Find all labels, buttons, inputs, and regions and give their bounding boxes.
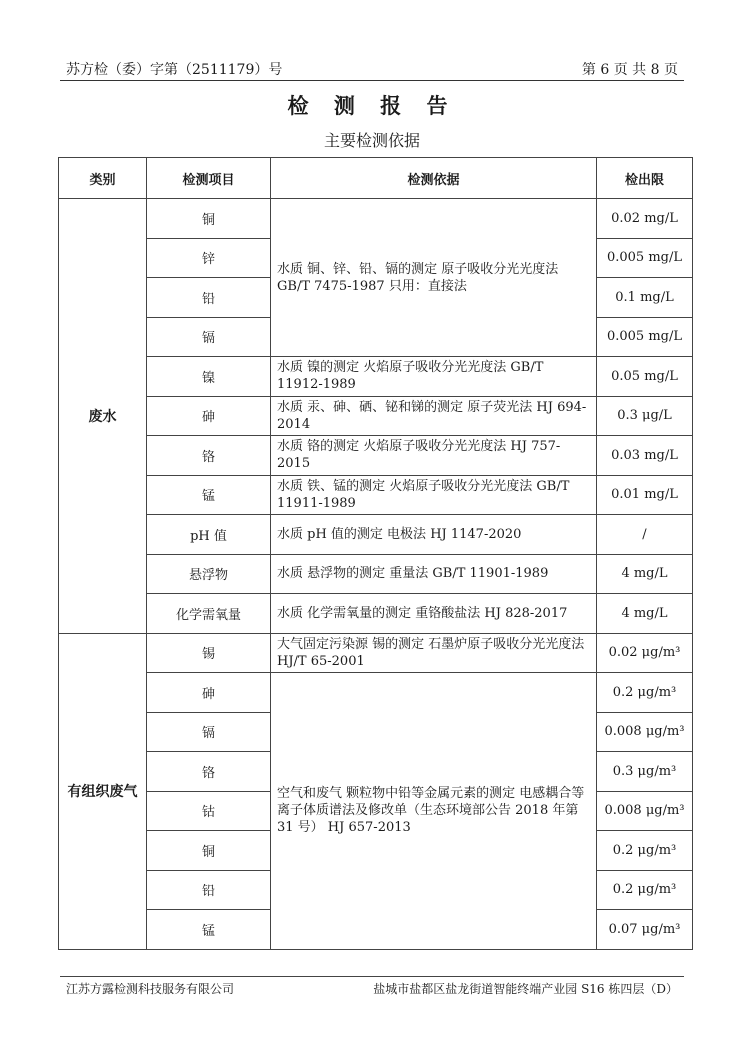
- limit-cell: 0.1 mg/L: [597, 278, 693, 318]
- item-cell: 悬浮物: [147, 554, 271, 594]
- item-cell: pH 值: [147, 515, 271, 555]
- basis-cell: 水质 镍的测定 火焰原子吸收分光光度法 GB/T 11912-1989: [271, 357, 597, 397]
- limit-cell: 0.02 mg/L: [597, 199, 693, 239]
- limit-cell: 0.008 μg/m³: [597, 712, 693, 752]
- item-cell: 铅: [147, 278, 271, 318]
- header-basis: 检测依据: [271, 158, 597, 199]
- limit-cell: 0.005 mg/L: [597, 238, 693, 278]
- table-row: [59, 436, 693, 476]
- table-row: [59, 475, 693, 515]
- item-cell: 锡: [147, 633, 271, 673]
- report-title: 检 测 报 告: [287, 93, 457, 118]
- limit-cell: 0.07 μg/m³: [597, 910, 693, 950]
- limit-cell: 0.03 mg/L: [597, 436, 693, 476]
- limit-cell: 0.008 μg/m³: [597, 791, 693, 831]
- item-cell: 锰: [147, 475, 271, 515]
- basis-cell: 水质 化学需氧量的测定 重铬酸盐法 HJ 828-2017: [271, 594, 597, 634]
- basis-cell: 大气固定污染源 锡的测定 石墨炉原子吸收分光光度法 HJ/T 65-2001: [271, 633, 597, 673]
- header-limit: 检出限: [597, 158, 693, 199]
- limit-cell: 0.2 μg/m³: [597, 870, 693, 910]
- footer-company: 江苏方露检测科技服务有限公司: [66, 982, 235, 996]
- category-organized-gas: 有组织废气: [59, 633, 147, 949]
- limit-cell: 0.2 μg/m³: [597, 673, 693, 713]
- item-cell: 锌: [147, 238, 271, 278]
- basis-cell: 水质 铁、锰的测定 火焰原子吸收分光光度法 GB/T 11911-1989: [271, 475, 597, 515]
- limit-cell: 0.3 μg/L: [597, 396, 693, 436]
- table-row: [59, 396, 693, 436]
- limit-cell: 0.3 μg/m³: [597, 752, 693, 792]
- header-category: 类别: [59, 158, 147, 199]
- table-row: [59, 199, 693, 239]
- page-info: 第 6 页 共 8 页: [581, 62, 678, 78]
- table-row: [59, 515, 693, 555]
- footer-address: 盐城市盐都区盐龙街道智能终端产业园 S16 栋四层（D）: [373, 982, 678, 996]
- limit-cell: 4 mg/L: [597, 554, 693, 594]
- limit-cell: /: [597, 515, 693, 555]
- table-row: [59, 633, 693, 673]
- header-item: 检测项目: [147, 158, 271, 199]
- item-cell: 钴: [147, 791, 271, 831]
- basis-cell: 空气和废气 颗粒物中铅等金属元素的测定 电感耦合等离子体质谱法及修改单（生态环境部公告 2018 年第 31 号） HJ 657-2013: [271, 673, 597, 950]
- item-cell: 镉: [147, 712, 271, 752]
- header-divider: [60, 80, 684, 81]
- report-number: 苏方检（委）字第（2511179）号: [66, 62, 283, 78]
- basis-cell: 水质 铜、锌、铅、镉的测定 原子吸收分光光度法 GB/T 7475-1987 只用：直接法: [271, 199, 597, 357]
- footer-divider: [60, 976, 684, 977]
- report-subtitle: 主要检测依据: [323, 131, 420, 150]
- table-row: [59, 357, 693, 397]
- item-cell: 铅: [147, 870, 271, 910]
- item-cell: 镉: [147, 317, 271, 357]
- item-cell: 镍: [147, 357, 271, 397]
- basis-cell: 水质 汞、砷、硒、铋和锑的测定 原子荧光法 HJ 694-2014: [271, 396, 597, 436]
- limit-cell: 0.05 mg/L: [597, 357, 693, 397]
- limit-cell: 0.2 μg/m³: [597, 831, 693, 871]
- item-cell: 铬: [147, 436, 271, 476]
- item-cell: 铜: [147, 199, 271, 239]
- limit-cell: 4 mg/L: [597, 594, 693, 634]
- item-cell: 砷: [147, 673, 271, 713]
- basis-table: [58, 157, 693, 950]
- table-row: [59, 594, 693, 634]
- item-cell: 化学需氧量: [147, 594, 271, 634]
- basis-cell: 水质 pH 值的测定 电极法 HJ 1147-2020: [271, 515, 597, 555]
- limit-cell: 0.02 μg/m³: [597, 633, 693, 673]
- basis-cell: 水质 悬浮物的测定 重量法 GB/T 11901-1989: [271, 554, 597, 594]
- basis-cell: 水质 铬的测定 火焰原子吸收分光光度法 HJ 757-2015: [271, 436, 597, 476]
- item-cell: 锰: [147, 910, 271, 950]
- item-cell: 砷: [147, 396, 271, 436]
- category-wastewater: 废水: [59, 199, 147, 634]
- limit-cell: 0.01 mg/L: [597, 475, 693, 515]
- limit-cell: 0.005 mg/L: [597, 317, 693, 357]
- item-cell: 铜: [147, 831, 271, 871]
- table-row: [59, 554, 693, 594]
- table-row: [59, 673, 693, 713]
- item-cell: 铬: [147, 752, 271, 792]
